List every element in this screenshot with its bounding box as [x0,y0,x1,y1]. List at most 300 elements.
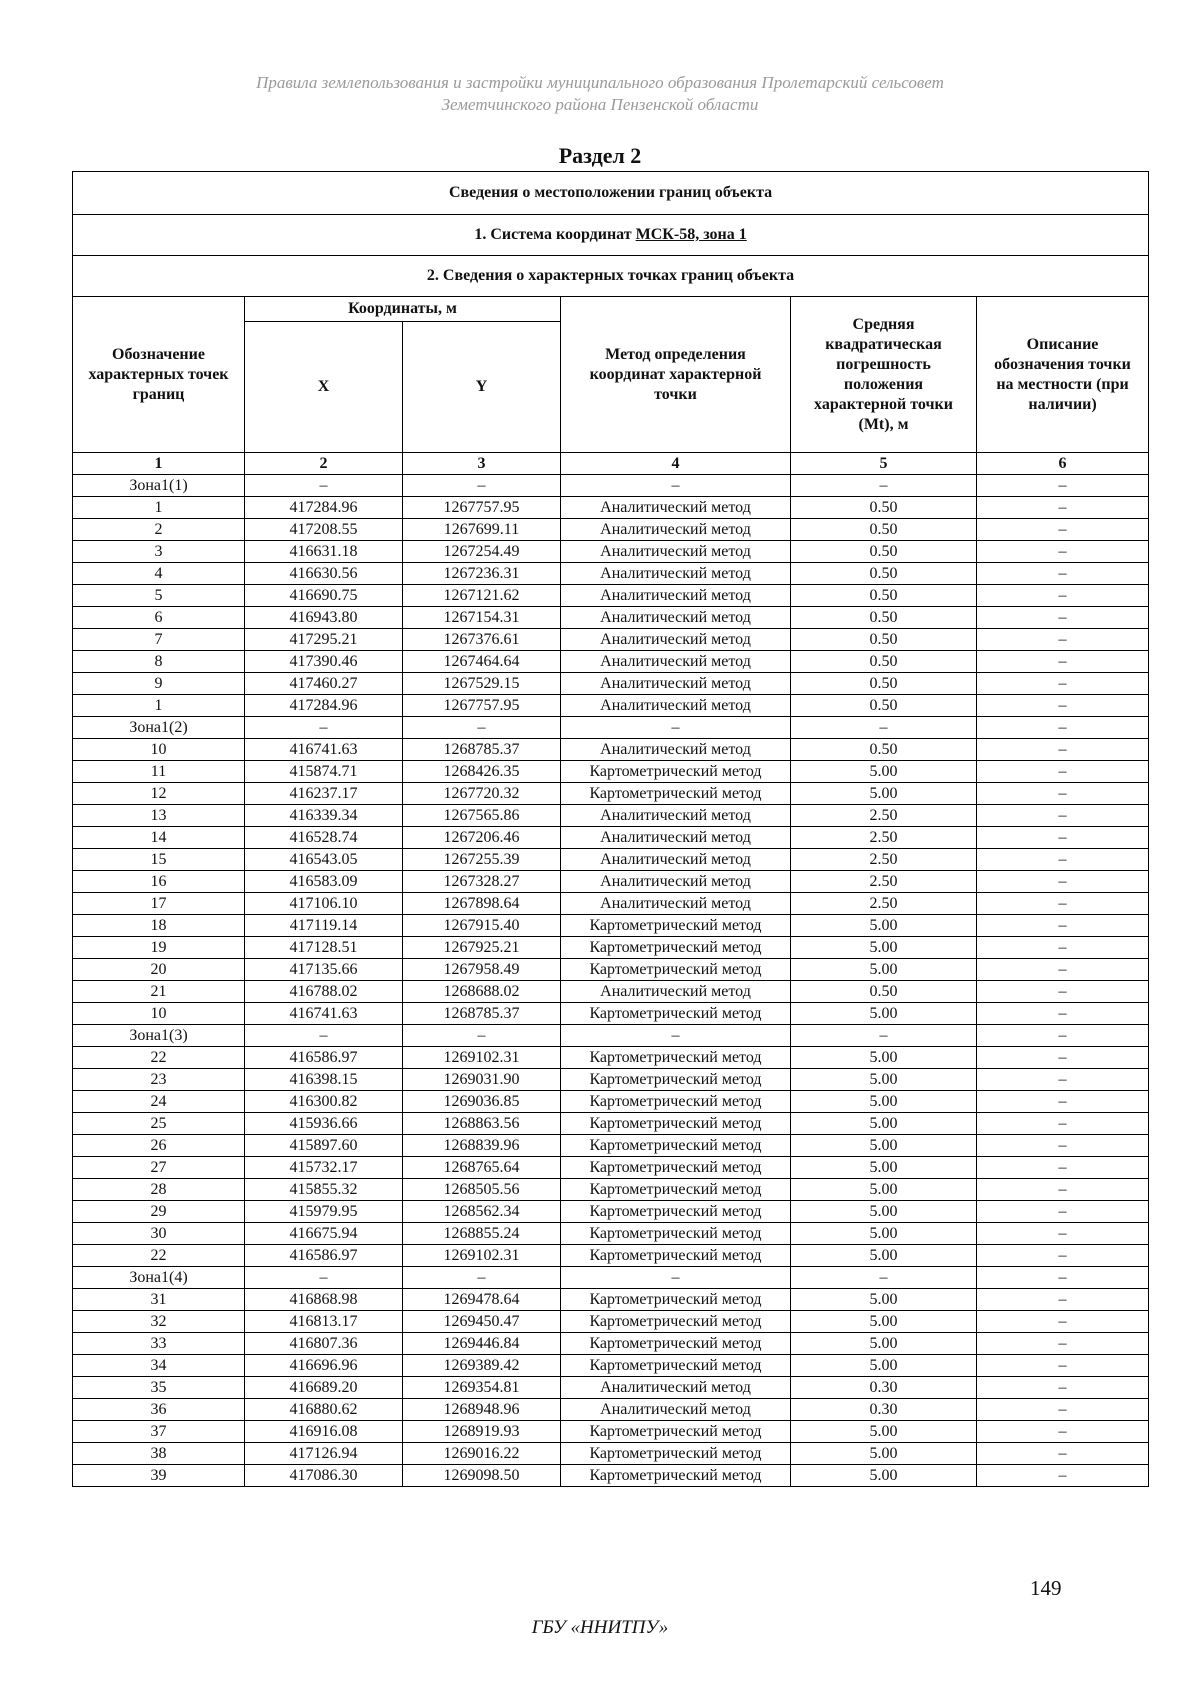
method-cell: Картометрический метод [561,1355,791,1377]
point-designation-cell: Зона1(1) [73,475,245,497]
x-coordinate-cell: 416675.94 [245,1223,403,1245]
error-cell: 5.00 [791,761,977,783]
y-coordinate-cell: 1268948.96 [403,1399,561,1421]
error-cell: 0.50 [791,739,977,761]
error-cell: 5.00 [791,1157,977,1179]
error-cell: 2.50 [791,849,977,871]
method-cell: – [561,1267,791,1289]
point-designation-cell: 16 [73,871,245,893]
y-coordinate-cell: 1267720.32 [403,783,561,805]
x-coordinate-cell: 416868.98 [245,1289,403,1311]
method-cell: Картометрический метод [561,1465,791,1487]
header-description: Описание обозначения точки на местности (при наличии) [977,297,1149,453]
x-coordinate-cell: 416689.20 [245,1377,403,1399]
y-coordinate-cell: 1267925.21 [403,937,561,959]
point-designation-cell: 22 [73,1047,245,1069]
description-cell: – [977,739,1149,761]
y-coordinate-cell: 1269102.31 [403,1047,561,1069]
point-designation-cell: 14 [73,827,245,849]
point-designation-cell: 18 [73,915,245,937]
table-row [73,1157,1149,1179]
table-row [73,629,1149,651]
y-coordinate-cell: 1267254.49 [403,541,561,563]
x-coordinate-cell: 417390.46 [245,651,403,673]
table-row [73,981,1149,1003]
method-cell: Аналитический метод [561,651,791,673]
coord-system-row [73,215,1149,256]
x-coordinate-cell: 416586.97 [245,1245,403,1267]
error-cell: 5.00 [791,1047,977,1069]
y-coordinate-cell: 1269478.64 [403,1289,561,1311]
error-cell: 0.30 [791,1377,977,1399]
point-designation-cell: 36 [73,1399,245,1421]
point-designation-cell: 19 [73,937,245,959]
table-row [73,1069,1149,1091]
description-cell: – [977,1003,1149,1025]
description-cell: – [977,871,1149,893]
method-cell: Аналитический метод [561,871,791,893]
y-coordinate-cell: 1268863.56 [403,1113,561,1135]
table-row [73,871,1149,893]
description-cell: – [977,1245,1149,1267]
error-cell: 5.00 [791,1113,977,1135]
table-row [73,849,1149,871]
description-cell: – [977,981,1149,1003]
y-coordinate-cell: 1267255.39 [403,849,561,871]
error-cell: 5.00 [791,1421,977,1443]
y-coordinate-cell: – [403,1025,561,1047]
method-cell: Картометрический метод [561,761,791,783]
description-cell: – [977,607,1149,629]
y-coordinate-cell: 1267529.15 [403,673,561,695]
table-row [73,475,1149,497]
y-coordinate-cell: 1269102.31 [403,1245,561,1267]
y-coordinate-cell: 1267898.64 [403,893,561,915]
error-cell: – [791,717,977,739]
table-row [73,1179,1149,1201]
x-coordinate-cell: 417126.94 [245,1443,403,1465]
points-heading: 2. Сведения о характерных точках границ объекта [73,256,1149,297]
error-cell: 5.00 [791,959,977,981]
table-title-row [73,172,1149,215]
method-cell: Картометрический метод [561,1289,791,1311]
point-designation-cell: 13 [73,805,245,827]
error-cell: 5.00 [791,1333,977,1355]
error-cell: 5.00 [791,1069,977,1091]
table-row [73,805,1149,827]
table-row [73,585,1149,607]
page-number: 149 [1030,1576,1062,1600]
x-coordinate-cell: 416528.74 [245,827,403,849]
point-designation-cell: 31 [73,1289,245,1311]
x-coordinate-cell: 415732.17 [245,1157,403,1179]
y-coordinate-cell: 1267328.27 [403,871,561,893]
coord-system-cell [73,215,1149,256]
y-coordinate-cell: – [403,1267,561,1289]
x-coordinate-cell: 415897.60 [245,1135,403,1157]
point-designation-cell: 35 [73,1377,245,1399]
description-cell: – [977,915,1149,937]
header-line-1: Правила землепользования и застройки муниципального образования Пролетарский сельсовет [256,73,944,92]
table-row [73,1245,1149,1267]
table-row [73,1201,1149,1223]
description-cell: – [977,519,1149,541]
x-coordinate-cell: 416583.09 [245,871,403,893]
point-designation-cell: 10 [73,739,245,761]
table-row [73,695,1149,717]
header-line-2: Земетчинского района Пензенской области [441,95,759,114]
point-designation-cell: 1 [73,695,245,717]
description-cell: – [977,937,1149,959]
point-designation-cell: 15 [73,849,245,871]
point-designation-cell: 21 [73,981,245,1003]
table-row [73,519,1149,541]
table-row [73,1091,1149,1113]
y-coordinate-cell: 1267757.95 [403,695,561,717]
point-designation-cell: 3 [73,541,245,563]
error-cell: 0.50 [791,541,977,563]
column-number: 2 [245,453,403,475]
error-cell: 5.00 [791,783,977,805]
y-coordinate-cell: 1267915.40 [403,915,561,937]
point-designation-cell: 28 [73,1179,245,1201]
method-cell: Картометрический метод [561,1113,791,1135]
x-coordinate-cell: 417295.21 [245,629,403,651]
error-cell: 5.00 [791,1179,977,1201]
error-cell: 2.50 [791,871,977,893]
x-coordinate-cell: 416943.80 [245,607,403,629]
method-cell: Аналитический метод [561,827,791,849]
table-row [73,1135,1149,1157]
error-cell: 2.50 [791,827,977,849]
error-cell: 0.50 [791,629,977,651]
coord-system-value: МСК-58, зона 1 [635,226,747,243]
method-cell: Картометрический метод [561,783,791,805]
method-cell: Картометрический метод [561,1245,791,1267]
error-cell: – [791,475,977,497]
point-designation-cell: 39 [73,1465,245,1487]
description-cell: – [977,1157,1149,1179]
description-cell: – [977,717,1149,739]
table-row [73,1311,1149,1333]
method-cell: Аналитический метод [561,893,791,915]
column-number: 3 [403,453,561,475]
footer: ГБУ «ННИТПУ» [531,1617,669,1638]
y-coordinate-cell: 1269389.42 [403,1355,561,1377]
error-cell: 0.50 [791,607,977,629]
y-coordinate-cell: 1268785.37 [403,739,561,761]
error-cell: 5.00 [791,1201,977,1223]
point-designation-cell: 11 [73,761,245,783]
y-coordinate-cell: 1268505.56 [403,1179,561,1201]
method-cell: Картометрический метод [561,959,791,981]
error-cell: 5.00 [791,1003,977,1025]
method-cell: Аналитический метод [561,563,791,585]
x-coordinate-cell: 417119.14 [245,915,403,937]
table-row [73,1267,1149,1289]
x-coordinate-cell: 417460.27 [245,673,403,695]
y-coordinate-cell: 1267958.49 [403,959,561,981]
point-designation-cell: 25 [73,1113,245,1135]
method-cell: Аналитический метод [561,519,791,541]
point-designation-cell: 5 [73,585,245,607]
y-coordinate-cell: 1268426.35 [403,761,561,783]
method-cell: Картометрический метод [561,915,791,937]
method-cell: Картометрический метод [561,1069,791,1091]
table-row [73,1377,1149,1399]
method-cell: Аналитический метод [561,695,791,717]
method-cell: Аналитический метод [561,981,791,1003]
description-cell: – [977,1091,1149,1113]
column-number: 1 [73,453,245,475]
method-cell: Картометрический метод [561,1179,791,1201]
error-cell: 5.00 [791,1245,977,1267]
method-cell: – [561,475,791,497]
error-cell: 0.50 [791,981,977,1003]
point-designation-cell: 20 [73,959,245,981]
method-cell: Картометрический метод [561,937,791,959]
description-cell: – [977,1421,1149,1443]
method-cell: Аналитический метод [561,805,791,827]
description-cell: – [977,475,1149,497]
point-designation-cell: 4 [73,563,245,585]
description-cell: – [977,585,1149,607]
point-designation-cell: 37 [73,1421,245,1443]
description-cell: – [977,629,1149,651]
point-designation-cell: 29 [73,1201,245,1223]
description-cell: – [977,1443,1149,1465]
method-cell: Аналитический метод [561,673,791,695]
y-coordinate-cell: 1268855.24 [403,1223,561,1245]
x-coordinate-cell: 417086.30 [245,1465,403,1487]
table-row [73,1113,1149,1135]
x-coordinate-cell: 417284.96 [245,497,403,519]
y-coordinate-cell: 1269031.90 [403,1069,561,1091]
x-coordinate-cell: 415979.95 [245,1201,403,1223]
y-coordinate-cell: 1268688.02 [403,981,561,1003]
error-cell: 0.50 [791,519,977,541]
x-coordinate-cell: 415855.32 [245,1179,403,1201]
y-coordinate-cell: – [403,475,561,497]
error-cell: 0.50 [791,651,977,673]
description-cell: – [977,1399,1149,1421]
description-cell: – [977,827,1149,849]
error-cell: 5.00 [791,1465,977,1487]
point-designation-cell: 12 [73,783,245,805]
table-row [73,717,1149,739]
y-coordinate-cell: 1267565.86 [403,805,561,827]
x-coordinate-cell: 416543.05 [245,849,403,871]
method-cell: Картометрический метод [561,1047,791,1069]
error-cell: 5.00 [791,1135,977,1157]
description-cell: – [977,761,1149,783]
point-designation-cell: 22 [73,1245,245,1267]
column-number: 5 [791,453,977,475]
header-y: Y [403,322,561,453]
point-designation-cell: 6 [73,607,245,629]
y-coordinate-cell: 1267464.64 [403,651,561,673]
description-cell: – [977,849,1149,871]
x-coordinate-cell: 417128.51 [245,937,403,959]
description-cell: – [977,1025,1149,1047]
x-coordinate-cell: 417135.66 [245,959,403,981]
error-cell: 0.30 [791,1399,977,1421]
table-row [73,893,1149,915]
description-cell: – [977,1135,1149,1157]
description-cell: – [977,1223,1149,1245]
description-cell: – [977,1289,1149,1311]
method-cell: Аналитический метод [561,1399,791,1421]
y-coordinate-cell: 1269016.22 [403,1443,561,1465]
table-row [73,607,1149,629]
table-row [73,827,1149,849]
error-cell: 0.50 [791,695,977,717]
y-coordinate-cell: 1267154.31 [403,607,561,629]
error-cell: 5.00 [791,1091,977,1113]
y-coordinate-cell: – [403,717,561,739]
error-cell: 2.50 [791,805,977,827]
x-coordinate-cell: 416300.82 [245,1091,403,1113]
point-designation-cell: 38 [73,1443,245,1465]
y-coordinate-cell: 1267376.61 [403,629,561,651]
method-cell: Картометрический метод [561,1157,791,1179]
error-cell: 0.50 [791,673,977,695]
header-designation: Обозначение характерных точек границ [73,297,245,453]
method-cell: Аналитический метод [561,739,791,761]
table-row [73,563,1149,585]
point-designation-cell: 7 [73,629,245,651]
x-coordinate-cell: 416741.63 [245,739,403,761]
y-coordinate-cell: 1267236.31 [403,563,561,585]
error-cell: 5.00 [791,1289,977,1311]
point-designation-cell: 34 [73,1355,245,1377]
table-row [73,915,1149,937]
error-cell: 0.50 [791,563,977,585]
description-cell: – [977,783,1149,805]
x-coordinate-cell: – [245,1267,403,1289]
method-cell: Картометрический метод [561,1003,791,1025]
method-cell: – [561,717,791,739]
table-row [73,739,1149,761]
description-cell: – [977,1355,1149,1377]
table-row [73,959,1149,981]
y-coordinate-cell: 1268839.96 [403,1135,561,1157]
error-cell: 5.00 [791,1311,977,1333]
description-cell: – [977,1047,1149,1069]
table-row [73,497,1149,519]
method-cell: Аналитический метод [561,629,791,651]
y-coordinate-cell: 1269354.81 [403,1377,561,1399]
point-designation-cell: 9 [73,673,245,695]
x-coordinate-cell: – [245,717,403,739]
point-designation-cell: 33 [73,1333,245,1355]
x-coordinate-cell: 416690.75 [245,585,403,607]
description-cell: – [977,497,1149,519]
y-coordinate-cell: 1267757.95 [403,497,561,519]
table-row [73,1399,1149,1421]
description-cell: – [977,1333,1149,1355]
y-coordinate-cell: 1269450.47 [403,1311,561,1333]
error-cell: 2.50 [791,893,977,915]
x-coordinate-cell: 415936.66 [245,1113,403,1135]
method-cell: Картометрический метод [561,1443,791,1465]
point-designation-cell: Зона1(2) [73,717,245,739]
description-cell: – [977,893,1149,915]
error-cell: 5.00 [791,1223,977,1245]
table-row [73,1465,1149,1487]
description-cell: – [977,1377,1149,1399]
x-coordinate-cell: 417284.96 [245,695,403,717]
description-cell: – [977,563,1149,585]
y-coordinate-cell: 1269036.85 [403,1091,561,1113]
y-coordinate-cell: 1268919.93 [403,1421,561,1443]
x-coordinate-cell: 416807.36 [245,1333,403,1355]
table-row [73,651,1149,673]
y-coordinate-cell: 1269446.84 [403,1333,561,1355]
x-coordinate-cell: 416813.17 [245,1311,403,1333]
error-cell: – [791,1025,977,1047]
error-cell: 5.00 [791,915,977,937]
method-cell: Аналитический метод [561,497,791,519]
x-coordinate-cell: – [245,1025,403,1047]
error-cell: – [791,1267,977,1289]
table-row [73,937,1149,959]
x-coordinate-cell: 416398.15 [245,1069,403,1091]
y-coordinate-cell: 1267699.11 [403,519,561,541]
table-row [73,541,1149,563]
x-coordinate-cell: 416630.56 [245,563,403,585]
point-designation-cell: 27 [73,1157,245,1179]
x-coordinate-cell: 416696.96 [245,1355,403,1377]
table-row [73,1047,1149,1069]
description-cell: – [977,1113,1149,1135]
x-coordinate-cell: – [245,475,403,497]
error-cell: 5.00 [791,1355,977,1377]
header-coordinates: Координаты, м [245,297,561,322]
method-cell: Картометрический метод [561,1201,791,1223]
point-designation-cell: 24 [73,1091,245,1113]
boundary-points-table [72,171,1149,1487]
method-cell: Картометрический метод [561,1333,791,1355]
table-row [73,761,1149,783]
table-title: Сведения о местоположении границ объекта [73,172,1149,215]
method-cell: Картометрический метод [561,1421,791,1443]
x-coordinate-cell: 416741.63 [245,1003,403,1025]
header-method: Метод определения координат характерной точки [561,297,791,453]
x-coordinate-cell: 416880.62 [245,1399,403,1421]
method-cell: Картометрический метод [561,1223,791,1245]
table-row [73,1333,1149,1355]
column-number: 6 [977,453,1149,475]
description-cell: – [977,651,1149,673]
point-designation-cell: 32 [73,1311,245,1333]
table-row [73,783,1149,805]
y-coordinate-cell: 1268562.34 [403,1201,561,1223]
method-cell: Аналитический метод [561,541,791,563]
y-coordinate-cell: 1268785.37 [403,1003,561,1025]
header-error: Средняя квадратическая погрешность положения характерной точки (Mt), м [791,297,977,453]
description-cell: – [977,673,1149,695]
description-cell: – [977,1465,1149,1487]
description-cell: – [977,959,1149,981]
error-cell: 5.00 [791,937,977,959]
x-coordinate-cell: 415874.71 [245,761,403,783]
error-cell: 5.00 [791,1443,977,1465]
point-designation-cell: 17 [73,893,245,915]
table-row [73,1223,1149,1245]
description-cell: – [977,1267,1149,1289]
method-cell: Картометрический метод [561,1091,791,1113]
